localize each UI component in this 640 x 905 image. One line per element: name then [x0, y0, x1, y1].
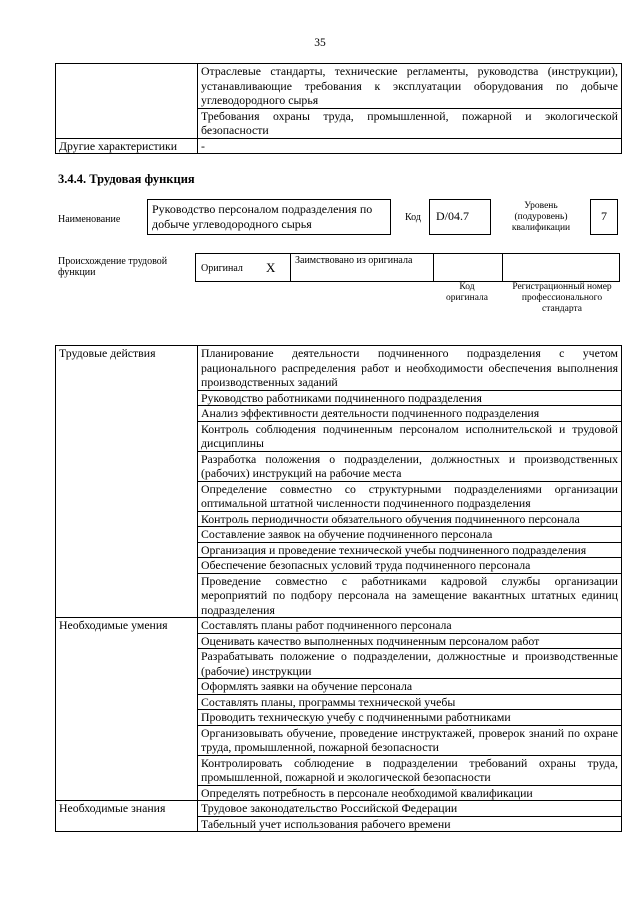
original-mark: X: [266, 260, 276, 275]
table-row: [56, 801, 622, 817]
origin-code-cell: [433, 253, 503, 282]
list-item: Определять потребность в персонале необходимой квалификации: [198, 785, 622, 801]
origin-original-cell: [195, 253, 291, 282]
continuation-table: [55, 63, 622, 154]
table-cell: -: [198, 138, 622, 154]
list-item: Проводить техническую учебу с подчиненными работниками: [198, 710, 622, 726]
origin-reg-cell: [502, 253, 620, 282]
table-row: [56, 346, 622, 391]
list-item: Составлять планы, программы технической учебы: [198, 694, 622, 710]
row-label: [56, 64, 198, 139]
code-label: Код: [405, 212, 421, 223]
list-item: Организация и проведение технической учебы подчиненного подразделения: [198, 542, 622, 558]
row-label: Другие характеристики: [56, 138, 198, 154]
function-name-box: [147, 199, 391, 235]
section-heading: 3.4.4. Трудовая функция: [58, 172, 195, 186]
level-value: 7: [601, 209, 607, 223]
list-item: Табельный учет использования рабочего времени: [198, 816, 622, 832]
list-item: Разработка положения о подразделении, должностных и производственных (рабочих) инструкций на рабочие места: [198, 451, 622, 481]
table-row: [56, 138, 622, 154]
reg-number-caption: Регистрационный номер профессионального стандарта: [512, 282, 612, 314]
list-item: Планирование деятельности подчиненного подразделения с учетом рационального распределения работ и необходимости обеспечения выполнения производственных заданий: [198, 346, 622, 391]
original-label: Оригинал: [201, 263, 243, 274]
list-item: Оценивать качество выполненных подчиненным персоналом работ: [198, 633, 622, 649]
list-item: Контролировать соблюдение в подразделении требований охраны труда, промышленной, пожарной и экологической безопасности: [198, 755, 622, 785]
origin-borrowed-cell: [290, 253, 434, 282]
borrowed-label: Заимствовано из оригинала: [295, 255, 413, 266]
origin-label: Происхождение трудовой функции: [58, 256, 168, 278]
list-item: Анализ эффективности деятельности подчиненного подразделения: [198, 406, 622, 422]
code-original-caption: Код оригинала: [446, 282, 488, 303]
labor-function-table: [55, 345, 622, 832]
list-item: Организовывать обучение, проведение инструктажей, проверок знаний по охране труда, промышленной, пожарной безопасности: [198, 725, 622, 755]
table-cell: Отраслевые стандарты, технические регламенты, руководства (инструкции), устанавливающие требования к эксплуатации оборудования по добыче углеводородного сырья: [198, 64, 622, 109]
table-cell: Требования охраны труда, промышленной, пожарной и экологической безопасности: [198, 108, 622, 138]
page-number: 35: [314, 37, 326, 49]
list-item: Контроль соблюдения подчиненным персоналом исполнительской и трудовой дисциплины: [198, 421, 622, 451]
list-item: Трудовое законодательство Российской Федерации: [198, 801, 622, 817]
group-label: Необходимые умения: [56, 618, 198, 801]
list-item: Составление заявок на обучение подчиненного персонала: [198, 527, 622, 543]
list-item: Руководство работниками подчиненного подразделения: [198, 390, 622, 406]
list-item: Определение совместно со структурными подразделениями организации оптимальной штатной численности подчиненного подразделения: [198, 481, 622, 511]
group-label: Трудовые действия: [56, 346, 198, 618]
list-item: Разрабатывать положение о подразделении, должностные и производственные (рабочие) инструкции: [198, 649, 622, 679]
table-row: [56, 618, 622, 634]
function-name: Руководство персоналом подразделения по добыче углеводородного сырья: [152, 202, 373, 231]
name-label: Наименование: [58, 214, 121, 225]
code-value: D/04.7: [436, 209, 469, 223]
list-item: Обеспечение безопасных условий труда подчиненного персонала: [198, 558, 622, 574]
table-row: [56, 64, 622, 109]
code-box: [429, 199, 491, 235]
group-label: Необходимые знания: [56, 801, 198, 832]
list-item: Проведение совместно с работниками кадровой службы организации мероприятий по подбору персонала на замещение вакантных штатных единиц подразделения: [198, 573, 622, 618]
level-box: [590, 199, 618, 235]
list-item: Оформлять заявки на обучение персонала: [198, 679, 622, 695]
list-item: Контроль периодичности обязательного обучения подчиненного персонала: [198, 511, 622, 527]
list-item: Составлять планы работ подчиненного персонала: [198, 618, 622, 634]
level-label: Уровень (подуровень) квалификации: [511, 201, 571, 233]
